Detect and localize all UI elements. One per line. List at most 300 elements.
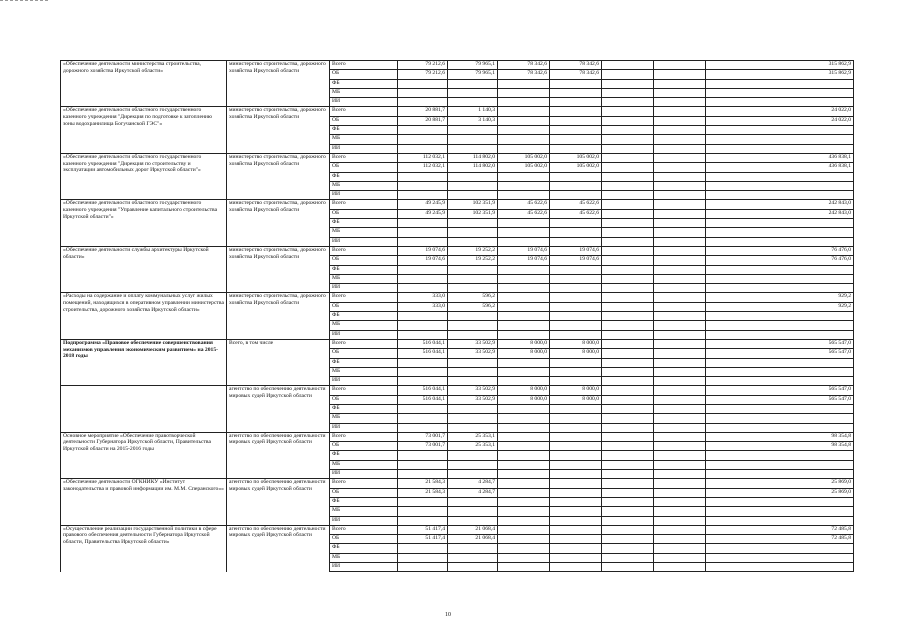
year-amount-cell xyxy=(654,144,706,153)
total-amount-cell: 98 354,8 xyxy=(706,442,854,451)
measure-name-cell: «Обеспечение деятельности областного государственного казенного учреждения "Дирекция по подготовке к затоплению зоны водохранилища Богучанской ГЭС"» xyxy=(61,107,227,153)
year-amount-cell: 516 044,1 xyxy=(398,349,448,358)
year-amount-cell xyxy=(602,200,654,209)
year-amount-cell xyxy=(398,265,448,274)
year-amount-cell xyxy=(654,339,706,348)
funding-source-cell: Всего xyxy=(330,432,398,441)
year-amount-cell xyxy=(448,497,498,506)
year-amount-cell xyxy=(654,274,706,283)
year-amount-cell: 19 074,6 xyxy=(550,256,602,265)
year-amount-cell xyxy=(602,246,654,255)
measure-name-cell: «Обеспечение деятельности областного государственного казенного учреждения "Дирекция по строительству и эксплуатации автомобильных дорог Иркутской области"» xyxy=(61,153,227,199)
year-amount-cell xyxy=(550,237,602,246)
funding-source-cell: ОБ xyxy=(330,256,398,265)
year-amount-cell xyxy=(602,88,654,97)
year-amount-cell xyxy=(398,544,448,553)
funding-source-cell: ИИ xyxy=(330,191,398,200)
year-amount-cell xyxy=(498,553,550,562)
year-amount-cell xyxy=(448,181,498,190)
responsible-executor-cell: министерство строительства, дорожного хозяйства Иркутской области xyxy=(227,61,330,107)
total-amount-cell xyxy=(706,144,854,153)
year-amount-cell xyxy=(654,284,706,293)
funding-source-cell: Всего xyxy=(330,107,398,116)
year-amount-cell xyxy=(602,386,654,395)
year-amount-cell xyxy=(498,302,550,311)
total-amount-cell xyxy=(706,414,854,423)
year-amount-cell xyxy=(448,135,498,144)
year-amount-cell: 45 622,6 xyxy=(550,209,602,218)
year-amount-cell xyxy=(602,404,654,413)
year-amount-cell xyxy=(398,181,448,190)
table-row xyxy=(61,200,854,209)
page-number: 10 xyxy=(445,612,451,618)
year-amount-cell xyxy=(448,219,498,228)
funding-source-cell: ОБ xyxy=(330,535,398,544)
year-amount-cell: 4 284,7 xyxy=(448,488,498,497)
year-amount-cell xyxy=(398,126,448,135)
year-amount-cell xyxy=(448,377,498,386)
year-amount-cell xyxy=(550,293,602,302)
year-amount-cell xyxy=(448,470,498,479)
funding-source-cell: ФБ xyxy=(330,544,398,553)
year-amount-cell xyxy=(550,377,602,386)
funding-source-cell: МБ xyxy=(330,414,398,423)
year-amount-cell: 49 245,9 xyxy=(398,200,448,209)
total-amount-cell xyxy=(706,516,854,525)
year-amount-cell xyxy=(498,535,550,544)
year-amount-cell xyxy=(498,237,550,246)
year-amount-cell xyxy=(654,423,706,432)
year-amount-cell xyxy=(498,544,550,553)
year-amount-cell xyxy=(398,191,448,200)
year-amount-cell: 79 212,6 xyxy=(398,70,448,79)
year-amount-cell: 8 000,0 xyxy=(498,395,550,404)
funding-source-cell: ФБ xyxy=(330,265,398,274)
year-amount-cell xyxy=(448,451,498,460)
year-amount-cell: 105 002,0 xyxy=(550,153,602,162)
total-amount-cell xyxy=(706,563,854,572)
total-amount-cell: 565 547,0 xyxy=(706,349,854,358)
year-amount-cell xyxy=(498,116,550,125)
funding-source-cell: ИИ xyxy=(330,516,398,525)
year-amount-cell: 8 000,0 xyxy=(498,339,550,348)
funding-source-cell: ФБ xyxy=(330,219,398,228)
year-amount-cell xyxy=(550,302,602,311)
funding-source-cell: ФБ xyxy=(330,312,398,321)
year-amount-cell xyxy=(550,535,602,544)
year-amount-cell: 25 353,1 xyxy=(448,432,498,441)
total-amount-cell: 565 547,0 xyxy=(706,395,854,404)
funding-source-cell: ОБ xyxy=(330,163,398,172)
year-amount-cell: 21 068,4 xyxy=(448,535,498,544)
year-amount-cell xyxy=(550,284,602,293)
funding-source-cell: ИИ xyxy=(330,284,398,293)
year-amount-cell xyxy=(602,442,654,451)
funding-source-cell: ФБ xyxy=(330,451,398,460)
total-amount-cell: 315 862,9 xyxy=(706,70,854,79)
funding-source-cell: ИИ xyxy=(330,144,398,153)
year-amount-cell xyxy=(602,488,654,497)
year-amount-cell: 21 584,3 xyxy=(398,479,448,488)
year-amount-cell: 19 074,6 xyxy=(550,246,602,255)
funding-source-cell: ФБ xyxy=(330,172,398,181)
year-amount-cell xyxy=(498,191,550,200)
total-amount-cell xyxy=(706,135,854,144)
funding-source-cell: Всего xyxy=(330,525,398,534)
year-amount-cell: 79 965,1 xyxy=(448,70,498,79)
funding-source-cell: Всего xyxy=(330,246,398,255)
funding-source-cell: ИИ xyxy=(330,330,398,339)
funding-source-cell: МБ xyxy=(330,135,398,144)
year-amount-cell xyxy=(448,553,498,562)
funding-source-cell: ИИ xyxy=(330,423,398,432)
year-amount-cell: 25 353,1 xyxy=(448,442,498,451)
year-amount-cell xyxy=(550,181,602,190)
year-amount-cell xyxy=(602,525,654,534)
total-amount-cell xyxy=(706,312,854,321)
year-amount-cell xyxy=(602,209,654,218)
year-amount-cell xyxy=(550,516,602,525)
year-amount-cell xyxy=(654,497,706,506)
year-amount-cell: 19 074,6 xyxy=(398,256,448,265)
year-amount-cell xyxy=(448,404,498,413)
year-amount-cell xyxy=(398,98,448,107)
year-amount-cell xyxy=(498,181,550,190)
year-amount-cell xyxy=(550,312,602,321)
year-amount-cell xyxy=(550,172,602,181)
year-amount-cell xyxy=(398,135,448,144)
year-amount-cell xyxy=(498,442,550,451)
total-amount-cell xyxy=(706,274,854,283)
year-amount-cell xyxy=(550,497,602,506)
year-amount-cell xyxy=(398,321,448,330)
year-amount-cell xyxy=(654,442,706,451)
year-amount-cell xyxy=(654,200,706,209)
funding-source-cell: ОБ xyxy=(330,209,398,218)
measure-name-cell: Основное мероприятие «Обеспечение правотворческой деятельности Губернатора Иркутской области, Правительства Иркутской области на 2015-2016 годы xyxy=(61,432,227,478)
year-amount-cell xyxy=(602,516,654,525)
total-amount-cell xyxy=(706,451,854,460)
year-amount-cell xyxy=(654,312,706,321)
total-amount-cell: 72 485,8 xyxy=(706,535,854,544)
funding-source-cell: ОБ xyxy=(330,302,398,311)
year-amount-cell xyxy=(550,460,602,469)
year-amount-cell xyxy=(602,563,654,572)
year-amount-cell xyxy=(550,358,602,367)
year-amount-cell xyxy=(602,126,654,135)
year-amount-cell xyxy=(550,107,602,116)
year-amount-cell xyxy=(654,163,706,172)
year-amount-cell xyxy=(498,432,550,441)
year-amount-cell: 112 032,1 xyxy=(398,163,448,172)
total-amount-cell xyxy=(706,126,854,135)
year-amount-cell xyxy=(602,98,654,107)
year-amount-cell xyxy=(398,414,448,423)
year-amount-cell xyxy=(602,135,654,144)
year-amount-cell: 105 002,0 xyxy=(498,153,550,162)
year-amount-cell xyxy=(398,358,448,367)
year-amount-cell: 21 584,3 xyxy=(398,488,448,497)
year-amount-cell xyxy=(550,367,602,376)
table-row xyxy=(61,525,854,534)
year-amount-cell: 51 417,4 xyxy=(398,535,448,544)
total-amount-cell xyxy=(706,377,854,386)
year-amount-cell xyxy=(448,228,498,237)
year-amount-cell xyxy=(550,228,602,237)
total-amount-cell xyxy=(706,228,854,237)
measure-name-cell: «Обеспечение деятельности службы архитектуры Иркутской области» xyxy=(61,246,227,292)
year-amount-cell xyxy=(448,321,498,330)
total-amount-cell xyxy=(706,553,854,562)
year-amount-cell xyxy=(398,88,448,97)
year-amount-cell xyxy=(448,330,498,339)
year-amount-cell: 8 000,0 xyxy=(498,349,550,358)
year-amount-cell xyxy=(398,172,448,181)
year-amount-cell xyxy=(654,479,706,488)
year-amount-cell xyxy=(448,423,498,432)
year-amount-cell xyxy=(498,460,550,469)
year-amount-cell xyxy=(448,126,498,135)
year-amount-cell xyxy=(398,312,448,321)
year-amount-cell: 45 622,6 xyxy=(498,200,550,209)
year-amount-cell xyxy=(398,284,448,293)
funding-source-cell: МБ xyxy=(330,228,398,237)
year-amount-cell xyxy=(550,274,602,283)
year-amount-cell xyxy=(498,516,550,525)
year-amount-cell xyxy=(448,237,498,246)
table-row xyxy=(61,107,854,116)
total-amount-cell: 98 354,8 xyxy=(706,432,854,441)
year-amount-cell: 516 044,1 xyxy=(398,386,448,395)
year-amount-cell xyxy=(654,79,706,88)
total-amount-cell: 929,2 xyxy=(706,302,854,311)
year-amount-cell xyxy=(498,367,550,376)
total-amount-cell: 76 476,0 xyxy=(706,246,854,255)
year-amount-cell xyxy=(654,219,706,228)
year-amount-cell xyxy=(654,181,706,190)
year-amount-cell xyxy=(602,61,654,70)
year-amount-cell xyxy=(550,423,602,432)
funding-source-cell: МБ xyxy=(330,460,398,469)
year-amount-cell xyxy=(448,358,498,367)
year-amount-cell xyxy=(550,451,602,460)
year-amount-cell xyxy=(498,404,550,413)
year-amount-cell: 73 001,7 xyxy=(398,442,448,451)
year-amount-cell xyxy=(498,88,550,97)
year-amount-cell: 45 622,6 xyxy=(498,209,550,218)
year-amount-cell xyxy=(550,544,602,553)
total-amount-cell xyxy=(706,330,854,339)
year-amount-cell xyxy=(550,414,602,423)
funding-source-cell: ОБ xyxy=(330,442,398,451)
year-amount-cell xyxy=(550,432,602,441)
year-amount-cell xyxy=(448,284,498,293)
year-amount-cell xyxy=(448,544,498,553)
total-amount-cell: 565 547,0 xyxy=(706,339,854,348)
funding-source-cell: МБ xyxy=(330,181,398,190)
responsible-executor-cell: агентство по обеспечению деятельности мировых судей Иркутской области xyxy=(227,386,330,432)
funding-source-cell: ИИ xyxy=(330,470,398,479)
year-amount-cell xyxy=(602,228,654,237)
year-amount-cell xyxy=(498,414,550,423)
year-amount-cell xyxy=(654,553,706,562)
year-amount-cell xyxy=(654,265,706,274)
total-amount-cell xyxy=(706,367,854,376)
year-amount-cell xyxy=(602,284,654,293)
year-amount-cell xyxy=(498,451,550,460)
year-amount-cell xyxy=(498,144,550,153)
year-amount-cell xyxy=(448,172,498,181)
year-amount-cell xyxy=(398,460,448,469)
year-amount-cell xyxy=(602,274,654,283)
year-amount-cell xyxy=(498,377,550,386)
funding-source-cell: ИИ xyxy=(330,563,398,572)
year-amount-cell xyxy=(498,293,550,302)
year-amount-cell xyxy=(654,516,706,525)
year-amount-cell xyxy=(550,265,602,274)
year-amount-cell xyxy=(398,377,448,386)
year-amount-cell xyxy=(602,367,654,376)
year-amount-cell xyxy=(498,135,550,144)
year-amount-cell: 333,0 xyxy=(398,293,448,302)
year-amount-cell xyxy=(550,470,602,479)
total-amount-cell: 315 862,9 xyxy=(706,61,854,70)
scan-edge-mark xyxy=(0,0,48,4)
funding-source-cell: ФБ xyxy=(330,79,398,88)
year-amount-cell xyxy=(602,423,654,432)
year-amount-cell xyxy=(398,144,448,153)
year-amount-cell xyxy=(398,507,448,516)
year-amount-cell xyxy=(602,163,654,172)
year-amount-cell xyxy=(602,339,654,348)
total-amount-cell xyxy=(706,544,854,553)
total-amount-cell xyxy=(706,237,854,246)
year-amount-cell xyxy=(602,153,654,162)
table-row xyxy=(61,432,854,441)
year-amount-cell xyxy=(550,330,602,339)
year-amount-cell: 33 502,9 xyxy=(448,349,498,358)
funding-source-cell: ОБ xyxy=(330,70,398,79)
total-amount-cell xyxy=(706,507,854,516)
year-amount-cell xyxy=(550,442,602,451)
year-amount-cell xyxy=(448,191,498,200)
year-amount-cell xyxy=(498,321,550,330)
year-amount-cell: 19 252,2 xyxy=(448,256,498,265)
funding-source-cell: Всего xyxy=(330,339,398,348)
year-amount-cell: 20 881,7 xyxy=(398,107,448,116)
year-amount-cell xyxy=(398,553,448,562)
year-amount-cell xyxy=(654,209,706,218)
year-amount-cell xyxy=(448,563,498,572)
year-amount-cell xyxy=(602,172,654,181)
year-amount-cell xyxy=(654,404,706,413)
year-amount-cell xyxy=(398,451,448,460)
year-amount-cell xyxy=(398,470,448,479)
year-amount-cell xyxy=(654,507,706,516)
year-amount-cell xyxy=(602,414,654,423)
year-amount-cell xyxy=(602,293,654,302)
year-amount-cell xyxy=(602,432,654,441)
year-amount-cell xyxy=(602,544,654,553)
year-amount-cell xyxy=(654,414,706,423)
table-row xyxy=(61,153,854,162)
year-amount-cell xyxy=(602,497,654,506)
year-amount-cell xyxy=(654,61,706,70)
total-amount-cell: 929,2 xyxy=(706,293,854,302)
table-row xyxy=(61,61,854,70)
year-amount-cell xyxy=(602,116,654,125)
year-amount-cell xyxy=(602,312,654,321)
year-amount-cell xyxy=(654,153,706,162)
year-amount-cell xyxy=(448,507,498,516)
funding-source-cell: МБ xyxy=(330,553,398,562)
total-amount-cell: 242 843,0 xyxy=(706,200,854,209)
year-amount-cell: 112 032,1 xyxy=(398,153,448,162)
year-amount-cell xyxy=(654,293,706,302)
year-amount-cell: 21 068,4 xyxy=(448,525,498,534)
total-amount-cell xyxy=(706,404,854,413)
year-amount-cell xyxy=(550,191,602,200)
total-amount-cell: 24 022,0 xyxy=(706,107,854,116)
total-amount-cell: 242 843,0 xyxy=(706,209,854,218)
total-amount-cell xyxy=(706,219,854,228)
year-amount-cell xyxy=(448,265,498,274)
total-amount-cell xyxy=(706,79,854,88)
year-amount-cell xyxy=(654,172,706,181)
year-amount-cell xyxy=(602,191,654,200)
funding-source-cell: Всего xyxy=(330,293,398,302)
year-amount-cell xyxy=(654,432,706,441)
total-amount-cell xyxy=(706,358,854,367)
funding-source-cell: Всего xyxy=(330,479,398,488)
year-amount-cell: 8 000,0 xyxy=(550,349,602,358)
year-amount-cell xyxy=(550,479,602,488)
year-amount-cell: 79 212,6 xyxy=(398,61,448,70)
year-amount-cell xyxy=(654,460,706,469)
year-amount-cell xyxy=(602,507,654,516)
year-amount-cell xyxy=(550,404,602,413)
year-amount-cell: 33 502,9 xyxy=(448,339,498,348)
year-amount-cell xyxy=(654,237,706,246)
year-amount-cell xyxy=(654,386,706,395)
year-amount-cell xyxy=(448,460,498,469)
year-amount-cell xyxy=(654,98,706,107)
year-amount-cell xyxy=(498,525,550,534)
year-amount-cell: 114 802,0 xyxy=(448,153,498,162)
year-amount-cell xyxy=(498,358,550,367)
year-amount-cell xyxy=(602,330,654,339)
year-amount-cell xyxy=(654,191,706,200)
year-amount-cell xyxy=(602,460,654,469)
total-amount-cell: 72 485,8 xyxy=(706,525,854,534)
total-amount-cell: 25 869,0 xyxy=(706,488,854,497)
year-amount-cell xyxy=(550,144,602,153)
total-amount-cell xyxy=(706,460,854,469)
year-amount-cell xyxy=(654,228,706,237)
year-amount-cell xyxy=(654,377,706,386)
year-amount-cell xyxy=(498,479,550,488)
year-amount-cell xyxy=(602,70,654,79)
measure-name-cell: «Осуществление реализации государственной политики в сфере правового обеспечения деятельности Губернатора Иркутской области, Правительства Иркутской области» xyxy=(61,525,227,571)
year-amount-cell xyxy=(654,126,706,135)
funding-source-cell: Всего xyxy=(330,386,398,395)
year-amount-cell xyxy=(448,516,498,525)
funding-source-cell: Всего xyxy=(330,153,398,162)
year-amount-cell xyxy=(602,79,654,88)
year-amount-cell xyxy=(654,116,706,125)
year-amount-cell xyxy=(498,497,550,506)
year-amount-cell xyxy=(602,451,654,460)
